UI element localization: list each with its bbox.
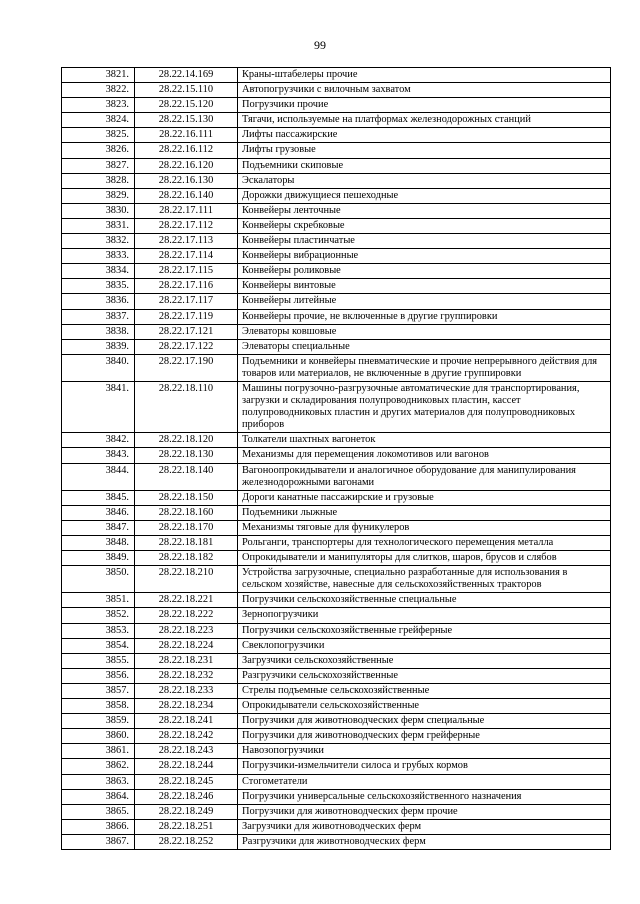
row-number-cell: 3865.: [62, 804, 135, 819]
code-cell: 28.22.18.243: [135, 744, 238, 759]
row-number-cell: 3835.: [62, 279, 135, 294]
description-cell: Конвейеры прочие, не включенные в другие группировки: [238, 309, 611, 324]
description-cell: Подъемники лыжные: [238, 505, 611, 520]
table-row: [62, 381, 611, 432]
table-row: [62, 339, 611, 354]
code-cell: 28.22.16.140: [135, 188, 238, 203]
row-number-cell: 3834.: [62, 264, 135, 279]
code-cell: 28.22.17.111: [135, 203, 238, 218]
table-row: [62, 279, 611, 294]
table-row: [62, 744, 611, 759]
table-row: [62, 520, 611, 535]
description-cell: Лифты пассажирские: [238, 128, 611, 143]
table-row: [62, 653, 611, 668]
row-number-cell: 3842.: [62, 433, 135, 448]
row-number-cell: 3860.: [62, 729, 135, 744]
code-cell: 28.22.17.114: [135, 249, 238, 264]
classification-table: [61, 67, 611, 850]
code-cell: 28.22.18.244: [135, 759, 238, 774]
description-cell: Конвейеры роликовые: [238, 264, 611, 279]
code-cell: 28.22.16.120: [135, 158, 238, 173]
row-number-cell: 3832.: [62, 234, 135, 249]
code-cell: 28.22.18.249: [135, 804, 238, 819]
table-row: [62, 264, 611, 279]
code-cell: 28.22.18.234: [135, 699, 238, 714]
table-row: [62, 699, 611, 714]
row-number-cell: 3856.: [62, 668, 135, 683]
row-number-cell: 3829.: [62, 188, 135, 203]
description-cell: Дороги канатные пассажирские и грузовые: [238, 490, 611, 505]
table-row: [62, 774, 611, 789]
code-cell: 28.22.18.233: [135, 683, 238, 698]
table-row: [62, 234, 611, 249]
description-cell: Механизмы для перемещения локомотивов или вагонов: [238, 448, 611, 463]
description-cell: Конвейеры винтовые: [238, 279, 611, 294]
table-row: [62, 819, 611, 834]
row-number-cell: 3863.: [62, 774, 135, 789]
description-cell: Опрокидыватели и манипуляторы для слитков, шаров, брусов и слябов: [238, 551, 611, 566]
description-cell: Конвейеры скребковые: [238, 218, 611, 233]
row-number-cell: 3853.: [62, 623, 135, 638]
row-number-cell: 3828.: [62, 173, 135, 188]
description-cell: Загрузчики для животноводческих ферм: [238, 819, 611, 834]
code-cell: 28.22.15.110: [135, 83, 238, 98]
description-cell: Свеклопогрузчики: [238, 638, 611, 653]
row-number-cell: 3833.: [62, 249, 135, 264]
row-number-cell: 3858.: [62, 699, 135, 714]
row-number-cell: 3821.: [62, 68, 135, 83]
row-number-cell: 3859.: [62, 714, 135, 729]
description-cell: Разгрузчики сельскохозяйственные: [238, 668, 611, 683]
table-row: [62, 218, 611, 233]
code-cell: 28.22.18.221: [135, 593, 238, 608]
code-cell: 28.22.18.224: [135, 638, 238, 653]
code-cell: 28.22.18.251: [135, 819, 238, 834]
code-cell: 28.22.18.181: [135, 536, 238, 551]
row-number-cell: 3867.: [62, 834, 135, 849]
table-row: [62, 188, 611, 203]
description-cell: Погрузчики для животноводческих ферм грейферные: [238, 729, 611, 744]
table-row: [62, 98, 611, 113]
table-row: [62, 683, 611, 698]
table-body: [62, 68, 611, 850]
table-row: [62, 294, 611, 309]
row-number-cell: 3864.: [62, 789, 135, 804]
description-cell: Лифты грузовые: [238, 143, 611, 158]
page-number: 99: [314, 38, 326, 52]
row-number-cell: 3862.: [62, 759, 135, 774]
code-cell: 28.22.18.231: [135, 653, 238, 668]
code-cell: 28.22.14.169: [135, 68, 238, 83]
table-row: [62, 83, 611, 98]
row-number-cell: 3866.: [62, 819, 135, 834]
row-number-cell: 3839.: [62, 339, 135, 354]
table-row: [62, 608, 611, 623]
table-row: [62, 834, 611, 849]
row-number-cell: 3827.: [62, 158, 135, 173]
code-cell: 28.22.18.210: [135, 566, 238, 593]
table-row: [62, 638, 611, 653]
table-row: [62, 158, 611, 173]
description-cell: Конвейеры ленточные: [238, 203, 611, 218]
row-number-cell: 3855.: [62, 653, 135, 668]
row-number-cell: 3822.: [62, 83, 135, 98]
code-cell: 28.22.17.121: [135, 324, 238, 339]
description-cell: Подъемники и конвейеры пневматические и прочие непрерывного действия для товаров или материалов, не включенные в другие группировки: [238, 354, 611, 381]
table-row: [62, 249, 611, 264]
code-cell: 28.22.18.170: [135, 520, 238, 535]
table-row: [62, 309, 611, 324]
description-cell: Толкатели шахтных вагонеток: [238, 433, 611, 448]
description-cell: Конвейеры вибрационные: [238, 249, 611, 264]
table-row: [62, 354, 611, 381]
description-cell: Стогометатели: [238, 774, 611, 789]
description-cell: Погрузчики для животноводческих ферм специальные: [238, 714, 611, 729]
row-number-cell: 3849.: [62, 551, 135, 566]
table-row: [62, 551, 611, 566]
code-cell: 28.22.18.150: [135, 490, 238, 505]
row-number-cell: 3848.: [62, 536, 135, 551]
table-row: [62, 804, 611, 819]
code-cell: 28.22.18.140: [135, 463, 238, 490]
row-number-cell: 3830.: [62, 203, 135, 218]
table-row: [62, 490, 611, 505]
table-row: [62, 714, 611, 729]
code-cell: 28.22.16.112: [135, 143, 238, 158]
code-cell: 28.22.18.120: [135, 433, 238, 448]
table-row: [62, 173, 611, 188]
row-number-cell: 3825.: [62, 128, 135, 143]
row-number-cell: 3861.: [62, 744, 135, 759]
code-cell: 28.22.18.130: [135, 448, 238, 463]
table-row: [62, 668, 611, 683]
table-row: [62, 505, 611, 520]
row-number-cell: 3841.: [62, 381, 135, 432]
description-cell: Подъемники скиповые: [238, 158, 611, 173]
table-row: [62, 203, 611, 218]
code-cell: 28.22.18.252: [135, 834, 238, 849]
table-row: [62, 433, 611, 448]
table-row: [62, 448, 611, 463]
code-cell: 28.22.17.112: [135, 218, 238, 233]
description-cell: Механизмы тяговые для фуникулеров: [238, 520, 611, 535]
description-cell: Рольганги, транспортеры для технологического перемещения металла: [238, 536, 611, 551]
table-row: [62, 143, 611, 158]
code-cell: 28.22.18.246: [135, 789, 238, 804]
row-number-cell: 3845.: [62, 490, 135, 505]
description-cell: Вагоноопрокидыватели и аналогичное оборудование для манипулирования железнодорожными вагонами: [238, 463, 611, 490]
row-number-cell: 3844.: [62, 463, 135, 490]
row-number-cell: 3837.: [62, 309, 135, 324]
table-row: [62, 536, 611, 551]
row-number-cell: 3836.: [62, 294, 135, 309]
description-cell: Разгрузчики для животноводческих ферм: [238, 834, 611, 849]
description-cell: Погрузчики универсальные сельскохозяйственного назначения: [238, 789, 611, 804]
code-cell: 28.22.18.160: [135, 505, 238, 520]
code-cell: 28.22.18.242: [135, 729, 238, 744]
table-row: [62, 463, 611, 490]
code-cell: 28.22.17.117: [135, 294, 238, 309]
table-row: [62, 68, 611, 83]
row-number-cell: 3857.: [62, 683, 135, 698]
description-cell: Тягачи, используемые на платформах железнодорожных станций: [238, 113, 611, 128]
code-cell: 28.22.18.232: [135, 668, 238, 683]
code-cell: 28.22.15.130: [135, 113, 238, 128]
table-row: [62, 128, 611, 143]
description-cell: Конвейеры литейные: [238, 294, 611, 309]
code-cell: 28.22.17.119: [135, 309, 238, 324]
description-cell: Эскалаторы: [238, 173, 611, 188]
table-row: [62, 789, 611, 804]
row-number-cell: 3852.: [62, 608, 135, 623]
table-row: [62, 593, 611, 608]
row-number-cell: 3838.: [62, 324, 135, 339]
description-cell: Погрузчики сельскохозяйственные грейферные: [238, 623, 611, 638]
row-number-cell: 3851.: [62, 593, 135, 608]
row-number-cell: 3854.: [62, 638, 135, 653]
description-cell: Машины погрузочно-разгрузочные автоматические для транспортирования, загрузки и складирования полупроводниковых пластин, кассет полупроводниковых пластин и других материалов для полупроводниковых приборов: [238, 381, 611, 432]
description-cell: Навозопогрузчики: [238, 744, 611, 759]
row-number-cell: 3824.: [62, 113, 135, 128]
row-number-cell: 3831.: [62, 218, 135, 233]
table-row: [62, 729, 611, 744]
description-cell: Конвейеры пластинчатые: [238, 234, 611, 249]
description-cell: Стрелы подъемные сельскохозяйственные: [238, 683, 611, 698]
description-cell: Элеваторы специальные: [238, 339, 611, 354]
row-number-cell: 3823.: [62, 98, 135, 113]
code-cell: 28.22.17.115: [135, 264, 238, 279]
description-cell: Опрокидыватели сельскохозяйственные: [238, 699, 611, 714]
code-cell: 28.22.17.113: [135, 234, 238, 249]
code-cell: 28.22.16.130: [135, 173, 238, 188]
description-cell: Автопогрузчики с вилочным захватом: [238, 83, 611, 98]
code-cell: 28.22.17.190: [135, 354, 238, 381]
code-cell: 28.22.17.122: [135, 339, 238, 354]
description-cell: Дорожки движущиеся пешеходные: [238, 188, 611, 203]
row-number-cell: 3840.: [62, 354, 135, 381]
table-row: [62, 623, 611, 638]
row-number-cell: 3826.: [62, 143, 135, 158]
code-cell: 28.22.16.111: [135, 128, 238, 143]
code-cell: 28.22.18.110: [135, 381, 238, 432]
table-row: [62, 759, 611, 774]
code-cell: 28.22.18.241: [135, 714, 238, 729]
description-cell: Краны-штабелеры прочие: [238, 68, 611, 83]
code-cell: 28.22.18.223: [135, 623, 238, 638]
description-cell: Погрузчики-измельчители силоса и грубых кормов: [238, 759, 611, 774]
row-number-cell: 3850.: [62, 566, 135, 593]
description-cell: Устройства загрузочные, специально разработанные для использования в сельском хозяйстве, навесные для сельскохозяйственных тракторов: [238, 566, 611, 593]
table-row: [62, 566, 611, 593]
description-cell: Погрузчики для животноводческих ферм прочие: [238, 804, 611, 819]
description-cell: Загрузчики сельскохозяйственные: [238, 653, 611, 668]
description-cell: Зернопогрузчики: [238, 608, 611, 623]
code-cell: 28.22.18.245: [135, 774, 238, 789]
description-cell: Элеваторы ковшовые: [238, 324, 611, 339]
description-cell: Погрузчики прочие: [238, 98, 611, 113]
code-cell: 28.22.18.222: [135, 608, 238, 623]
row-number-cell: 3847.: [62, 520, 135, 535]
table-row: [62, 113, 611, 128]
code-cell: 28.22.18.182: [135, 551, 238, 566]
description-cell: Погрузчики сельскохозяйственные специальные: [238, 593, 611, 608]
code-cell: 28.22.17.116: [135, 279, 238, 294]
row-number-cell: 3843.: [62, 448, 135, 463]
row-number-cell: 3846.: [62, 505, 135, 520]
code-cell: 28.22.15.120: [135, 98, 238, 113]
table-row: [62, 324, 611, 339]
